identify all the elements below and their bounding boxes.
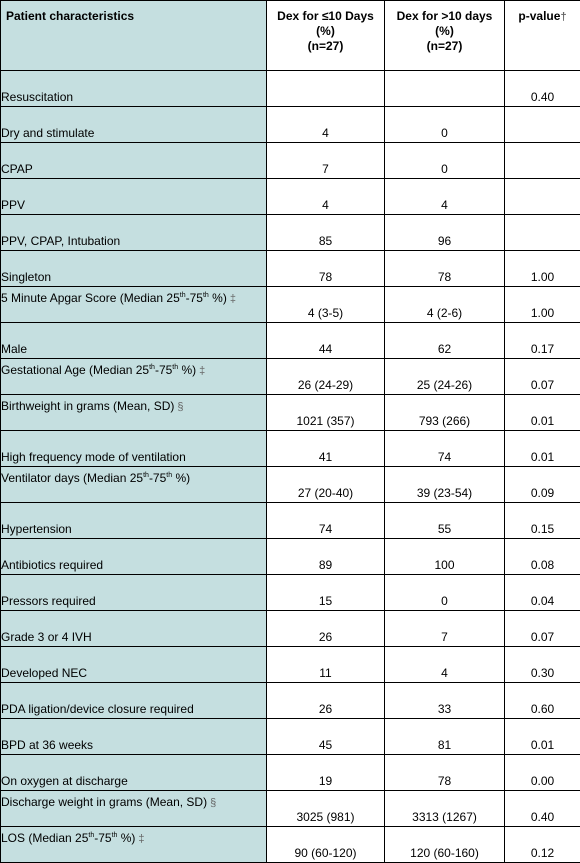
- header-group2-line3: (n=27): [385, 39, 504, 54]
- row-group2-value: [385, 503, 505, 539]
- table-row: [1, 647, 580, 683]
- row-group2-value-text: 3313 (1267): [412, 810, 477, 824]
- header-characteristics: Patient characteristics: [1, 1, 267, 71]
- row-group1-value-text: 78: [319, 270, 332, 284]
- row-label-text: BPD at 36 weeks: [1, 738, 93, 752]
- table-row: [1, 467, 580, 503]
- row-group2-value-text: 4: [441, 198, 448, 212]
- row-group1-value-text: 44: [319, 342, 332, 356]
- row-group1-value-text: 15: [319, 594, 332, 608]
- row-group1-value-text: 11: [319, 666, 331, 680]
- row-group2-value-text: 0: [441, 594, 448, 608]
- row-label-text: Resuscitation: [1, 90, 73, 104]
- table-row: [1, 359, 580, 395]
- row-label: [1, 827, 267, 863]
- table-row: [1, 431, 580, 467]
- row-label-text: Birthweight in grams (Mean, SD): [1, 399, 174, 413]
- row-group2-value-text: 62: [438, 342, 451, 356]
- row-label: [1, 503, 267, 539]
- row-label-text: Developed NEC: [1, 666, 87, 680]
- row-group2-value: [385, 287, 505, 323]
- row-group1-value: [267, 647, 385, 683]
- row-group2-value-text: 7: [441, 630, 448, 644]
- row-group1-value: [267, 467, 385, 503]
- row-pvalue: [505, 683, 580, 719]
- row-label: [1, 143, 267, 179]
- row-label: [1, 107, 267, 143]
- row-label: [1, 575, 267, 611]
- row-pvalue: [505, 143, 580, 179]
- table-row: [1, 611, 580, 647]
- table-row: [1, 827, 580, 863]
- row-group2-value-text: 78: [438, 774, 451, 788]
- row-group1-value-text: 74: [319, 522, 332, 536]
- row-group2-value-text: 74: [438, 450, 451, 464]
- row-pvalue: [505, 179, 580, 215]
- row-group1-value: [267, 179, 385, 215]
- row-pvalue: [505, 575, 580, 611]
- row-group1-value: [267, 755, 385, 791]
- row-group2-value-text: 96: [438, 234, 451, 248]
- row-group2-value-text: 4: [441, 666, 448, 680]
- table-row: [1, 575, 580, 611]
- row-pvalue: [505, 719, 580, 755]
- row-group1-value-text: 89: [319, 558, 332, 572]
- row-group1-value-text: 1021 (357): [296, 414, 354, 428]
- table-row: [1, 287, 580, 323]
- row-pvalue-text: 0.01: [531, 414, 554, 428]
- row-pvalue-text: 0.04: [531, 594, 554, 608]
- row-group1-value: [267, 575, 385, 611]
- row-group2-value-text: 33: [438, 702, 451, 716]
- row-group2-value-text: 793 (266): [419, 414, 470, 428]
- row-label-text: PPV: [1, 198, 25, 212]
- row-group2-value-text: 78: [438, 270, 451, 284]
- table-row: [1, 395, 580, 431]
- row-label-text: PPV, CPAP, Intubation: [1, 234, 120, 248]
- row-pvalue: [505, 431, 580, 467]
- row-group2-value: [385, 323, 505, 359]
- row-group2-value-text: 55: [438, 522, 451, 536]
- row-group1-value-text: 7: [322, 162, 329, 176]
- table-row: [1, 755, 580, 791]
- row-footnote-mark: ‡: [199, 365, 205, 377]
- row-group1-value: [267, 71, 385, 107]
- row-label-text: Ventilator days (Median 25th-75th %): [1, 471, 190, 485]
- row-label: [1, 611, 267, 647]
- row-group2-value: [385, 791, 505, 827]
- row-pvalue: [505, 827, 580, 863]
- row-group2-value: [385, 611, 505, 647]
- table-row: [1, 323, 580, 359]
- row-group2-value-text: 4 (2-6): [427, 306, 462, 320]
- row-label-text: Discharge weight in grams (Mean, SD): [1, 795, 207, 809]
- table-row: [1, 719, 580, 755]
- header-group1-line3: (n=27): [267, 39, 384, 54]
- row-pvalue: [505, 359, 580, 395]
- header-group1-line1: Dex for ≤10 Days: [267, 9, 384, 24]
- row-pvalue-text: 0.60: [531, 702, 554, 716]
- row-group2-value: [385, 395, 505, 431]
- header-pvalue-label: p-value: [518, 9, 560, 23]
- row-pvalue: [505, 539, 580, 575]
- row-group2-value: [385, 683, 505, 719]
- row-group1-value: [267, 719, 385, 755]
- row-group1-value: [267, 503, 385, 539]
- table-row: [1, 143, 580, 179]
- row-group1-value-text: 45: [319, 738, 332, 752]
- row-footnote-mark: §: [210, 797, 216, 809]
- row-group2-value: [385, 215, 505, 251]
- row-group1-value-text: 26: [319, 630, 332, 644]
- row-group2-value: [385, 827, 505, 863]
- row-pvalue-text: 0.40: [531, 90, 554, 104]
- row-label-text: PDA ligation/device closure required: [1, 702, 194, 716]
- row-group1-value-text: 4: [322, 126, 329, 140]
- row-group2-value: [385, 539, 505, 575]
- row-label-text: Pressors required: [1, 594, 96, 608]
- row-group2-value: [385, 575, 505, 611]
- row-pvalue-text: 0.30: [531, 666, 554, 680]
- row-pvalue: [505, 611, 580, 647]
- table-row: [1, 539, 580, 575]
- row-group1-value-text: 90 (60-120): [294, 846, 356, 860]
- row-group1-value-text: 3025 (981): [296, 810, 354, 824]
- row-label-text: High frequency mode of ventilation: [1, 450, 186, 464]
- row-group2-value: [385, 431, 505, 467]
- row-label-text: 5 Minute Apgar Score (Median 25th-75th %): [1, 291, 227, 305]
- row-pvalue: [505, 647, 580, 683]
- row-group2-value-text: 0: [441, 126, 448, 140]
- row-group1-value-text: 4: [322, 198, 329, 212]
- header-group1: [267, 1, 385, 71]
- row-footnote-mark: ‡: [230, 293, 236, 305]
- row-group2-value-text: 81: [438, 738, 451, 752]
- row-group1-value: [267, 323, 385, 359]
- row-group2-value-text: 39 (23-54): [417, 486, 472, 500]
- row-pvalue: [505, 323, 580, 359]
- row-group1-value-text: 19: [319, 774, 332, 788]
- row-label: [1, 395, 267, 431]
- table-row: [1, 215, 580, 251]
- row-pvalue-text: 1.00: [531, 306, 554, 320]
- row-pvalue-text: 0.01: [531, 450, 554, 464]
- row-group1-value: [267, 143, 385, 179]
- row-label-text: Antibiotics required: [1, 558, 103, 572]
- header-row: [1, 1, 580, 71]
- row-group1-value-text: 26 (24-29): [298, 378, 353, 392]
- row-label: [1, 323, 267, 359]
- row-footnote-mark: §: [177, 401, 183, 413]
- row-group2-value-text: 120 (60-160): [410, 846, 479, 860]
- row-label: [1, 647, 267, 683]
- row-group1-value-text: 85: [319, 234, 332, 248]
- row-pvalue: [505, 755, 580, 791]
- row-group1-value: [267, 611, 385, 647]
- row-group1-value: [267, 539, 385, 575]
- row-group1-value: [267, 251, 385, 287]
- row-group2-value-text: 0: [441, 162, 448, 176]
- row-pvalue-text: 0.07: [531, 630, 554, 644]
- row-label: [1, 215, 267, 251]
- row-pvalue: [505, 287, 580, 323]
- row-pvalue: [505, 107, 580, 143]
- row-label-text: CPAP: [1, 162, 33, 176]
- row-label-text: LOS (Median 25th-75th %): [1, 831, 135, 845]
- row-pvalue-text: 0.08: [531, 558, 554, 572]
- row-pvalue: [505, 215, 580, 251]
- table-row: [1, 71, 580, 107]
- row-pvalue-text: 1.00: [531, 270, 554, 284]
- row-group1-value: [267, 683, 385, 719]
- row-group1-value: [267, 395, 385, 431]
- row-group1-value-text: 26: [319, 702, 332, 716]
- row-label-text: Male: [1, 342, 27, 356]
- row-group1-value: [267, 215, 385, 251]
- table-row: [1, 179, 580, 215]
- row-group1-value: [267, 107, 385, 143]
- row-pvalue-text: 0.17: [531, 342, 554, 356]
- header-group2: [385, 1, 505, 71]
- row-group2-value: [385, 647, 505, 683]
- table-row: [1, 683, 580, 719]
- row-label-text: Hypertension: [1, 522, 72, 536]
- row-pvalue: [505, 467, 580, 503]
- row-label: [1, 251, 267, 287]
- header-group2-line2: (%): [385, 24, 504, 39]
- row-group1-value: [267, 791, 385, 827]
- row-group1-value-text: 4 (3-5): [308, 306, 343, 320]
- row-label-text: Gestational Age (Median 25th-75th %): [1, 363, 196, 377]
- row-label: [1, 71, 267, 107]
- row-group2-value: [385, 755, 505, 791]
- row-pvalue-text: 0.40: [531, 810, 554, 824]
- row-group1-value-text: 41: [319, 450, 332, 464]
- row-group1-value: [267, 827, 385, 863]
- row-group1-value: [267, 359, 385, 395]
- row-group2-value: [385, 71, 505, 107]
- row-label: [1, 287, 267, 323]
- row-group2-value-text: 100: [434, 558, 454, 572]
- row-pvalue-text: 0.01: [531, 738, 554, 752]
- row-group2-value: [385, 179, 505, 215]
- table-row: [1, 251, 580, 287]
- row-label-text: Dry and stimulate: [1, 126, 94, 140]
- row-label: [1, 791, 267, 827]
- row-label: [1, 719, 267, 755]
- row-footnote-mark: ‡: [138, 833, 144, 845]
- row-pvalue: [505, 503, 580, 539]
- row-label-text: On oxygen at discharge: [1, 774, 128, 788]
- row-group1-value-text: 27 (20-40): [298, 486, 353, 500]
- row-pvalue-text: 0.07: [531, 378, 554, 392]
- header-group1-line2: (%): [267, 24, 384, 39]
- row-label: [1, 755, 267, 791]
- header-pvalue-mark: †: [560, 11, 566, 23]
- row-pvalue: [505, 395, 580, 431]
- row-group2-value: [385, 359, 505, 395]
- row-pvalue-text: 0.12: [531, 846, 554, 860]
- table-body: [1, 1, 580, 863]
- row-label: [1, 179, 267, 215]
- row-label-text: Singleton: [1, 270, 51, 284]
- header-pvalue: [505, 1, 580, 71]
- row-group2-value: [385, 143, 505, 179]
- row-pvalue-text: 0.09: [531, 486, 554, 500]
- row-pvalue: [505, 791, 580, 827]
- row-group2-value: [385, 467, 505, 503]
- row-label: [1, 683, 267, 719]
- row-group2-value: [385, 107, 505, 143]
- row-group2-value-text: 25 (24-26): [417, 378, 472, 392]
- row-pvalue: [505, 251, 580, 287]
- row-label: [1, 431, 267, 467]
- row-pvalue: [505, 71, 580, 107]
- header-group2-line1: Dex for >10 days: [385, 9, 504, 24]
- row-label: [1, 539, 267, 575]
- row-pvalue-text: 0.15: [531, 522, 554, 536]
- row-pvalue-text: 0.00: [531, 774, 554, 788]
- table-row: [1, 107, 580, 143]
- row-group2-value: [385, 719, 505, 755]
- row-group2-value: [385, 251, 505, 287]
- row-group1-value: [267, 287, 385, 323]
- row-group1-value: [267, 431, 385, 467]
- table-row: [1, 791, 580, 827]
- row-label: [1, 359, 267, 395]
- table-row: [1, 503, 580, 539]
- row-label: [1, 467, 267, 503]
- row-label-text: Grade 3 or 4 IVH: [1, 630, 92, 644]
